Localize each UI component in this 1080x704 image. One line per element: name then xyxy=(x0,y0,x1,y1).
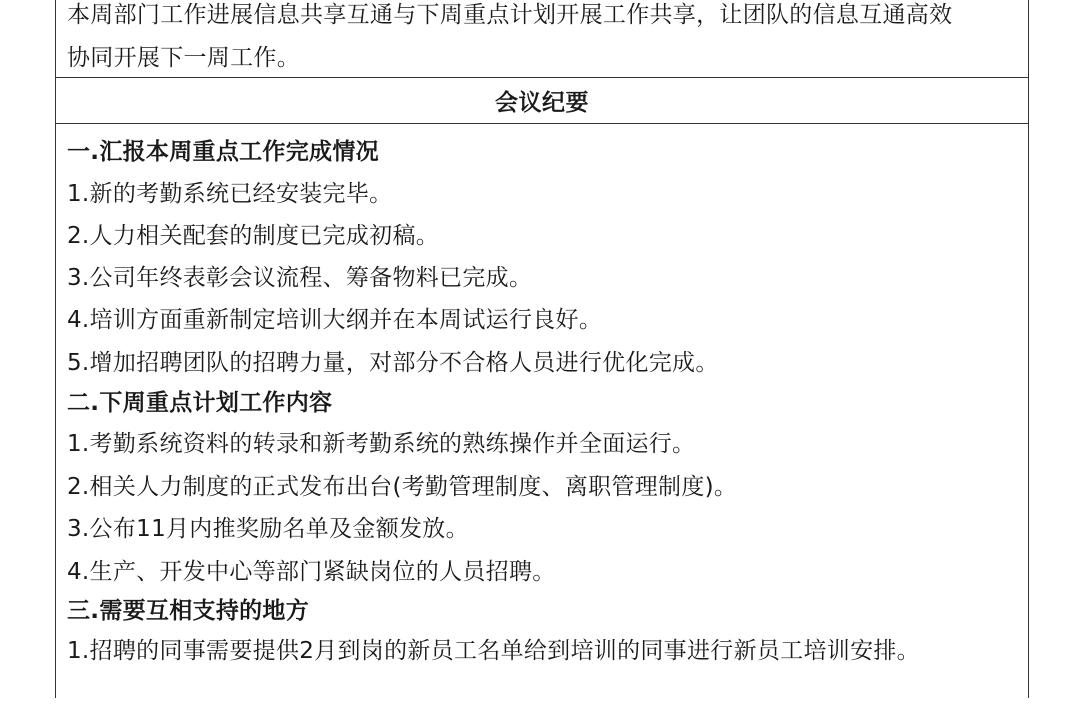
section-2-title: 二.下周重点计划工作内容 xyxy=(67,390,333,416)
section-3-item: 1.招聘的同事需要提供2月到岗的新员工名单给到培训的同事进行新员工培训安排。 xyxy=(67,638,920,664)
intro-line-2: 协同开展下一周工作。 xyxy=(67,45,300,71)
section-2-item: 4.生产、开发中心等部门紧缺岗位的人员招聘。 xyxy=(67,559,556,585)
section-1-item: 5.增加招聘团队的招聘力量，对部分不合格人员进行优化完成。 xyxy=(67,350,719,376)
minutes-header-cell xyxy=(56,78,1028,124)
meeting-minutes-table xyxy=(55,0,1029,698)
intro-line-1: 本周部门工作进展信息共享互通与下周重点计划开展工作共享，让团队的信息互通高效 xyxy=(67,2,953,28)
section-2-item: 2.相关人力制度的正式发布出台(考勤管理制度、离职管理制度)。 xyxy=(67,474,738,500)
section-2-item: 1.考勤系统资料的转录和新考勤系统的熟练操作并全面运行。 xyxy=(67,431,696,457)
section-1-title: 一.汇报本周重点工作完成情况 xyxy=(67,139,379,165)
section-1-item: 2.人力相关配套的制度已完成初稿。 xyxy=(67,223,440,249)
section-2-item: 3.公布11月内推奖励名单及金额发放。 xyxy=(67,516,469,542)
minutes-header-title: 会议纪要 xyxy=(495,90,589,116)
section-1-item: 3.公司年终表彰会议流程、筹备物料已完成。 xyxy=(67,265,533,291)
section-1-item: 1.新的考勤系统已经安装完毕。 xyxy=(67,181,393,207)
minutes-content-cell xyxy=(56,124,1028,704)
section-3-title: 三.需要互相支持的地方 xyxy=(67,598,310,624)
section-1-item: 4.培训方面重新制定培训大纲并在本周试运行良好。 xyxy=(67,307,603,333)
intro-cell xyxy=(56,0,1028,78)
